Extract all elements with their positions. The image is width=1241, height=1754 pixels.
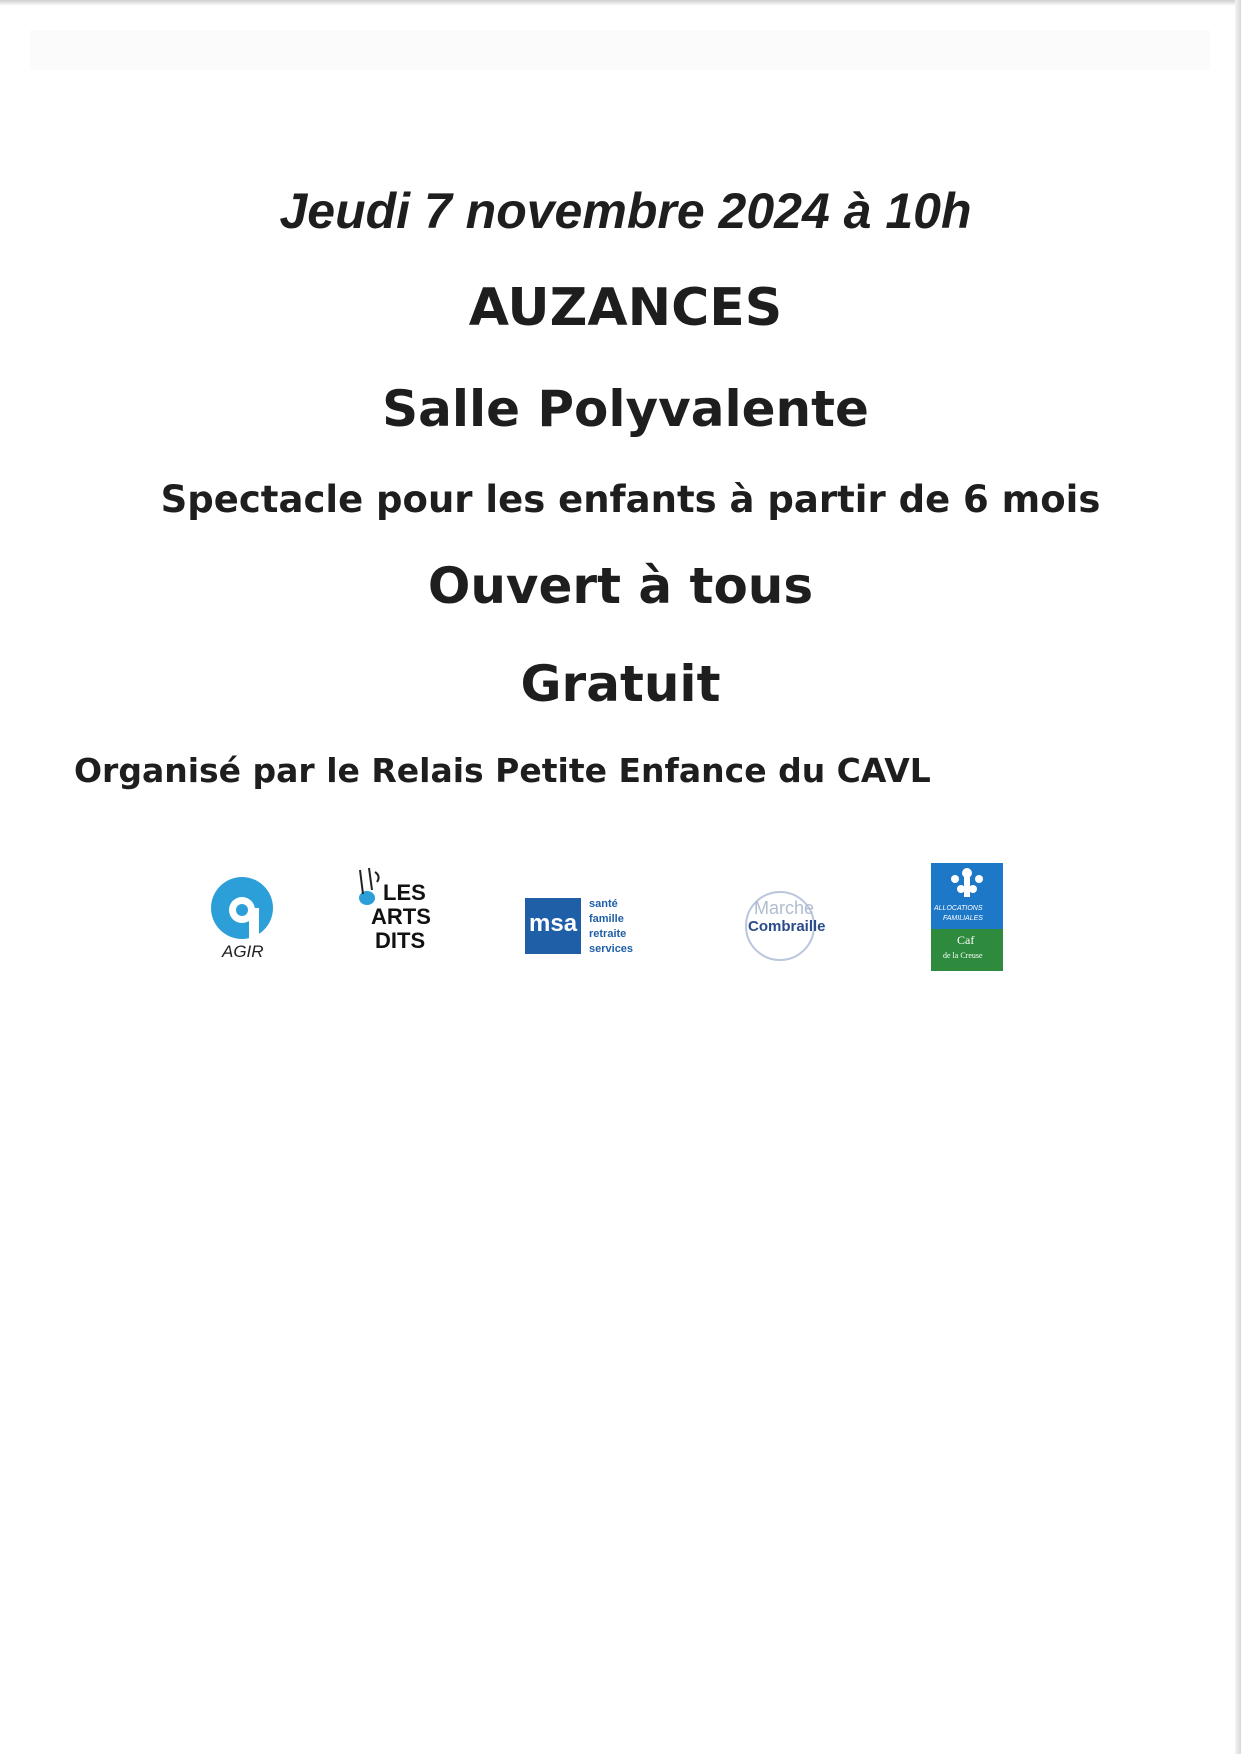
event-description: Spectacle pour les enfants à partir de 6 mois: [160, 478, 1101, 521]
event-price: Gratuit: [520, 655, 721, 713]
msa-line2: famille: [589, 913, 624, 925]
agir-icon: [208, 874, 280, 944]
caf-line3: Caf: [957, 933, 975, 947]
event-town: AUZANCES: [468, 278, 783, 338]
les-arts-dits-logo: [355, 862, 435, 954]
event-venue: Salle Polyvalente: [382, 380, 869, 438]
arts-line1: LES: [383, 880, 426, 905]
msa-mark-text: msa: [529, 910, 578, 937]
caf-family-icon: [931, 863, 1003, 903]
event-date: Jeudi 7 novembre 2024 à 10h: [279, 183, 972, 239]
caf-bottom: [931, 929, 1003, 971]
event-organizer: Organisé par le Relais Petite Enfance du CAVL: [74, 751, 931, 790]
event-audience: Ouvert à tous: [427, 557, 814, 615]
marche-line1: Marche: [754, 898, 815, 918]
msa-line1: santé: [589, 898, 618, 910]
scan-band: [30, 30, 1210, 70]
music-note-icon: [355, 868, 385, 908]
agir-logo-text: AGIR: [222, 942, 264, 961]
marche-line2: Combraille: [748, 918, 826, 935]
msa-logo: [525, 898, 645, 958]
scan-right-edge: [1235, 0, 1241, 1754]
msa-line4: services: [589, 943, 634, 955]
arts-line2: ARTS: [371, 904, 431, 929]
scan-top-edge: [0, 0, 1241, 6]
caf-line4: de la Creuse: [943, 951, 983, 960]
msa-line3: retraite: [589, 928, 627, 940]
msa-mark: [525, 898, 581, 954]
caf-logo: [931, 863, 1003, 971]
caf-top: [931, 863, 1003, 929]
caf-line1: ALLOCATIONS: [934, 905, 983, 912]
marche-combraille-logo: [742, 888, 832, 970]
arts-line3: DITS: [375, 928, 426, 953]
caf-line2: FAMILIALES: [943, 915, 983, 922]
agir-logo: [208, 874, 280, 964]
